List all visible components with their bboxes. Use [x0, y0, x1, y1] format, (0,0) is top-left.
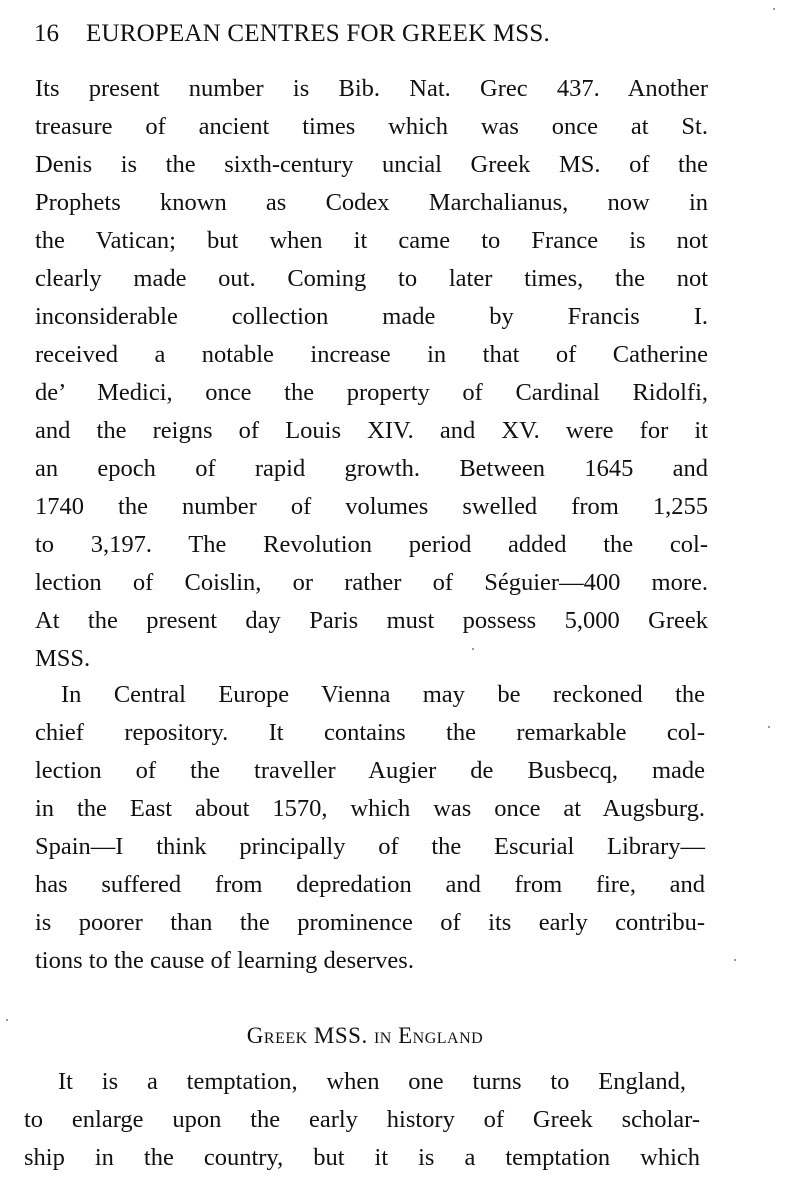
text-line: the Vatican; but when it came to France is not: [35, 227, 708, 254]
text-line: It is a temptation, when one turns to England,: [58, 1068, 686, 1095]
text-line: In Central Europe Vienna may be reckoned the: [61, 681, 705, 708]
text-line: chief repository. It contains the remarkable col-: [35, 719, 705, 746]
page-number: 16: [34, 20, 59, 47]
text-line: inconsiderable collection made by Francis I.: [35, 303, 708, 330]
text-line: MSS.: [35, 645, 91, 672]
text-line: received a notable increase in that of Catherine: [35, 341, 708, 368]
text-line: Spain—I think principally of the Escurial Library—: [35, 833, 705, 860]
text-line: Prophets known as Codex Marchalianus, now in: [35, 189, 708, 216]
text-line: At the present day Paris must possess 5,000 Greek: [35, 607, 708, 634]
scan-speck: [773, 8, 775, 10]
scan-speck: [768, 726, 770, 728]
text-line: ship in the country, but it is a temptation which: [24, 1144, 700, 1171]
text-line: to enlarge upon the early history of Greek scholar-: [24, 1106, 700, 1133]
running-title: EUROPEAN CENTRES FOR GREEK MSS.: [86, 20, 550, 47]
text-line: treasure of ancient times which was once at St.: [35, 113, 708, 140]
text-line: is poorer than the prominence of its early contribu-: [35, 909, 705, 936]
text-line: lection of the traveller Augier de Busbecq, made: [35, 757, 705, 784]
text-line: de’ Medici, once the property of Cardinal Ridolfi,: [35, 379, 708, 406]
text-line: tions to the cause of learning deserves.: [35, 947, 414, 974]
text-line: clearly made out. Coming to later times, the not: [35, 265, 708, 292]
scan-speck: [734, 959, 736, 961]
text-line: Its present number is Bib. Nat. Grec 437. Another: [35, 75, 708, 102]
running-head: [34, 16, 714, 52]
text-line: lection of Coislin, or rather of Séguier—400 more.: [35, 569, 708, 596]
section-heading: Greek MSS. in England: [246, 1023, 484, 1048]
text-line: Denis is the sixth-century uncial Greek MS. of the: [35, 151, 708, 178]
text-line: and the reigns of Louis XIV. and XV. were for it: [35, 417, 708, 444]
text-line: 1740 the number of volumes swelled from 1,255: [35, 493, 708, 520]
scan-speck: [6, 1019, 8, 1021]
text-line: in the East about 1570, which was once at Augsburg.: [35, 795, 705, 822]
text-line: to 3,197. The Revolution period added the col-: [35, 531, 708, 558]
text-line: an epoch of rapid growth. Between 1645 and: [35, 455, 708, 482]
text-line: has suffered from depredation and from fire, and: [35, 871, 705, 898]
scan-speck: [472, 648, 474, 650]
